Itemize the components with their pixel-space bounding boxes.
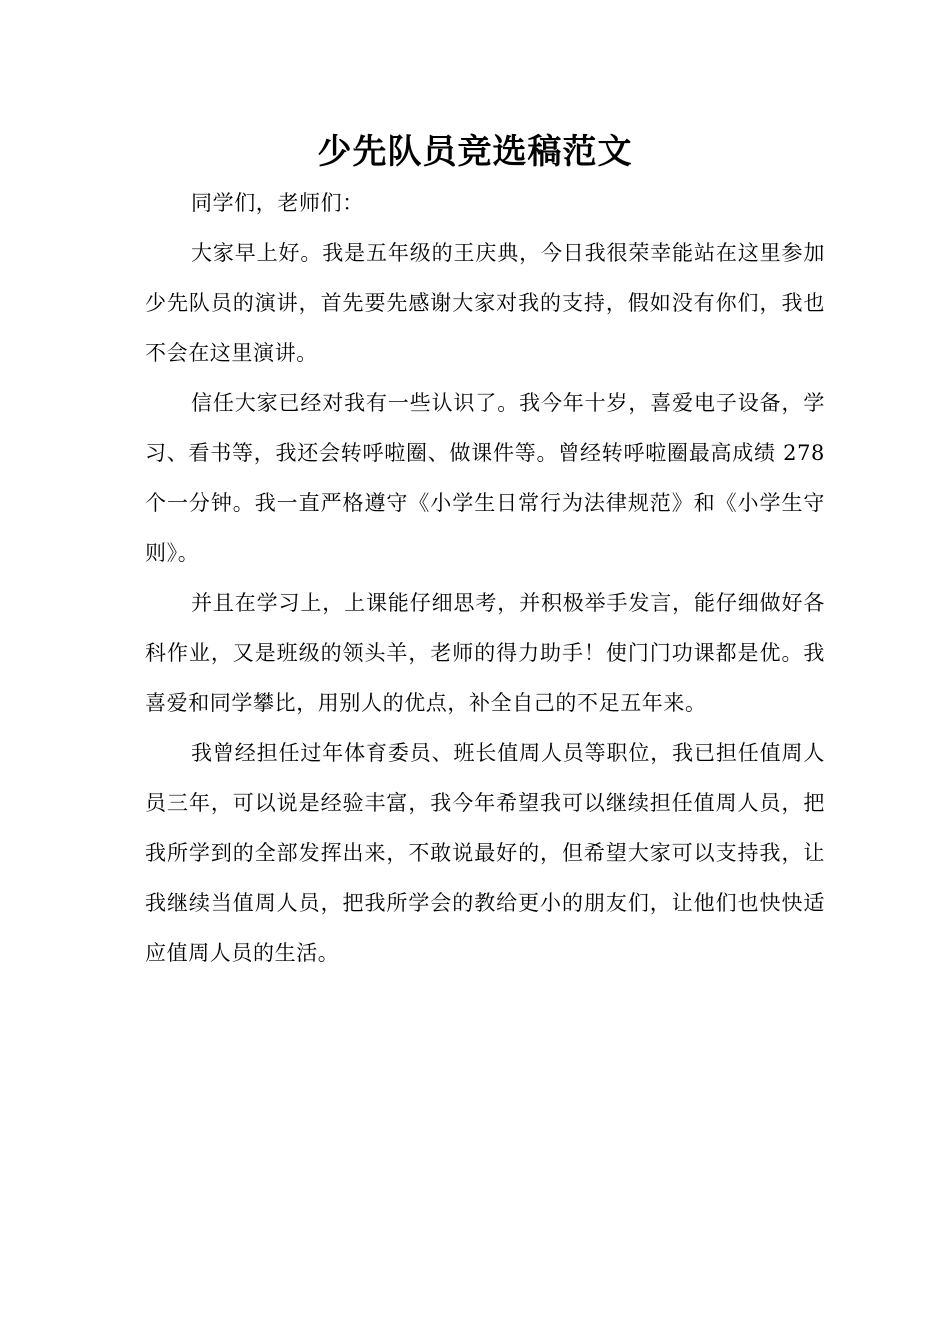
- paragraph-duty: 我曾经担任过年体育委员、班长值周人员等职位，我已担任值周人员三年，可以说是经验丰富，我今年希望我可以继续担任值周人员，把我所学到的全部发挥出来，不敢说最好的，但希望大家可以支持我，让我继续当值周人员，把我所学会的教给更小的朋友们，让他们也快快适应值周人员的生活。: [145, 741, 825, 965]
- paragraph-greeting: 同学们，老师们：: [191, 191, 364, 215]
- paragraph-introduction: 大家早上好。我是五年级的王庆典，今日我很荣幸能站在这里参加少先队员的演讲，首先要先感谢大家对我的支持，假如没有你们，我也不会在这里演讲。: [145, 241, 825, 365]
- document-title: 少先队员竞选稿范文: [317, 132, 633, 172]
- paragraph-hobbies: 信任大家已经对我有一些认识了。我今年十岁，喜爱电子设备，学习、看书等，我还会转呼啦圈、做课件等。曾经转呼啦圈最高成绩 278 个一分钟。我一直严格遵守《小学生日常行为法律规范》和《小学生守则》。: [145, 391, 825, 565]
- paragraph-study: 并且在学习上，上课能仔细思考，并积极举手发言，能仔细做好各科作业，又是班级的领头羊，老师的得力助手！使门门功课都是优。我喜爱和同学攀比，用别人的优点，补全自己的不足五年来。: [145, 591, 825, 715]
- document-body: [145, 178, 825, 978]
